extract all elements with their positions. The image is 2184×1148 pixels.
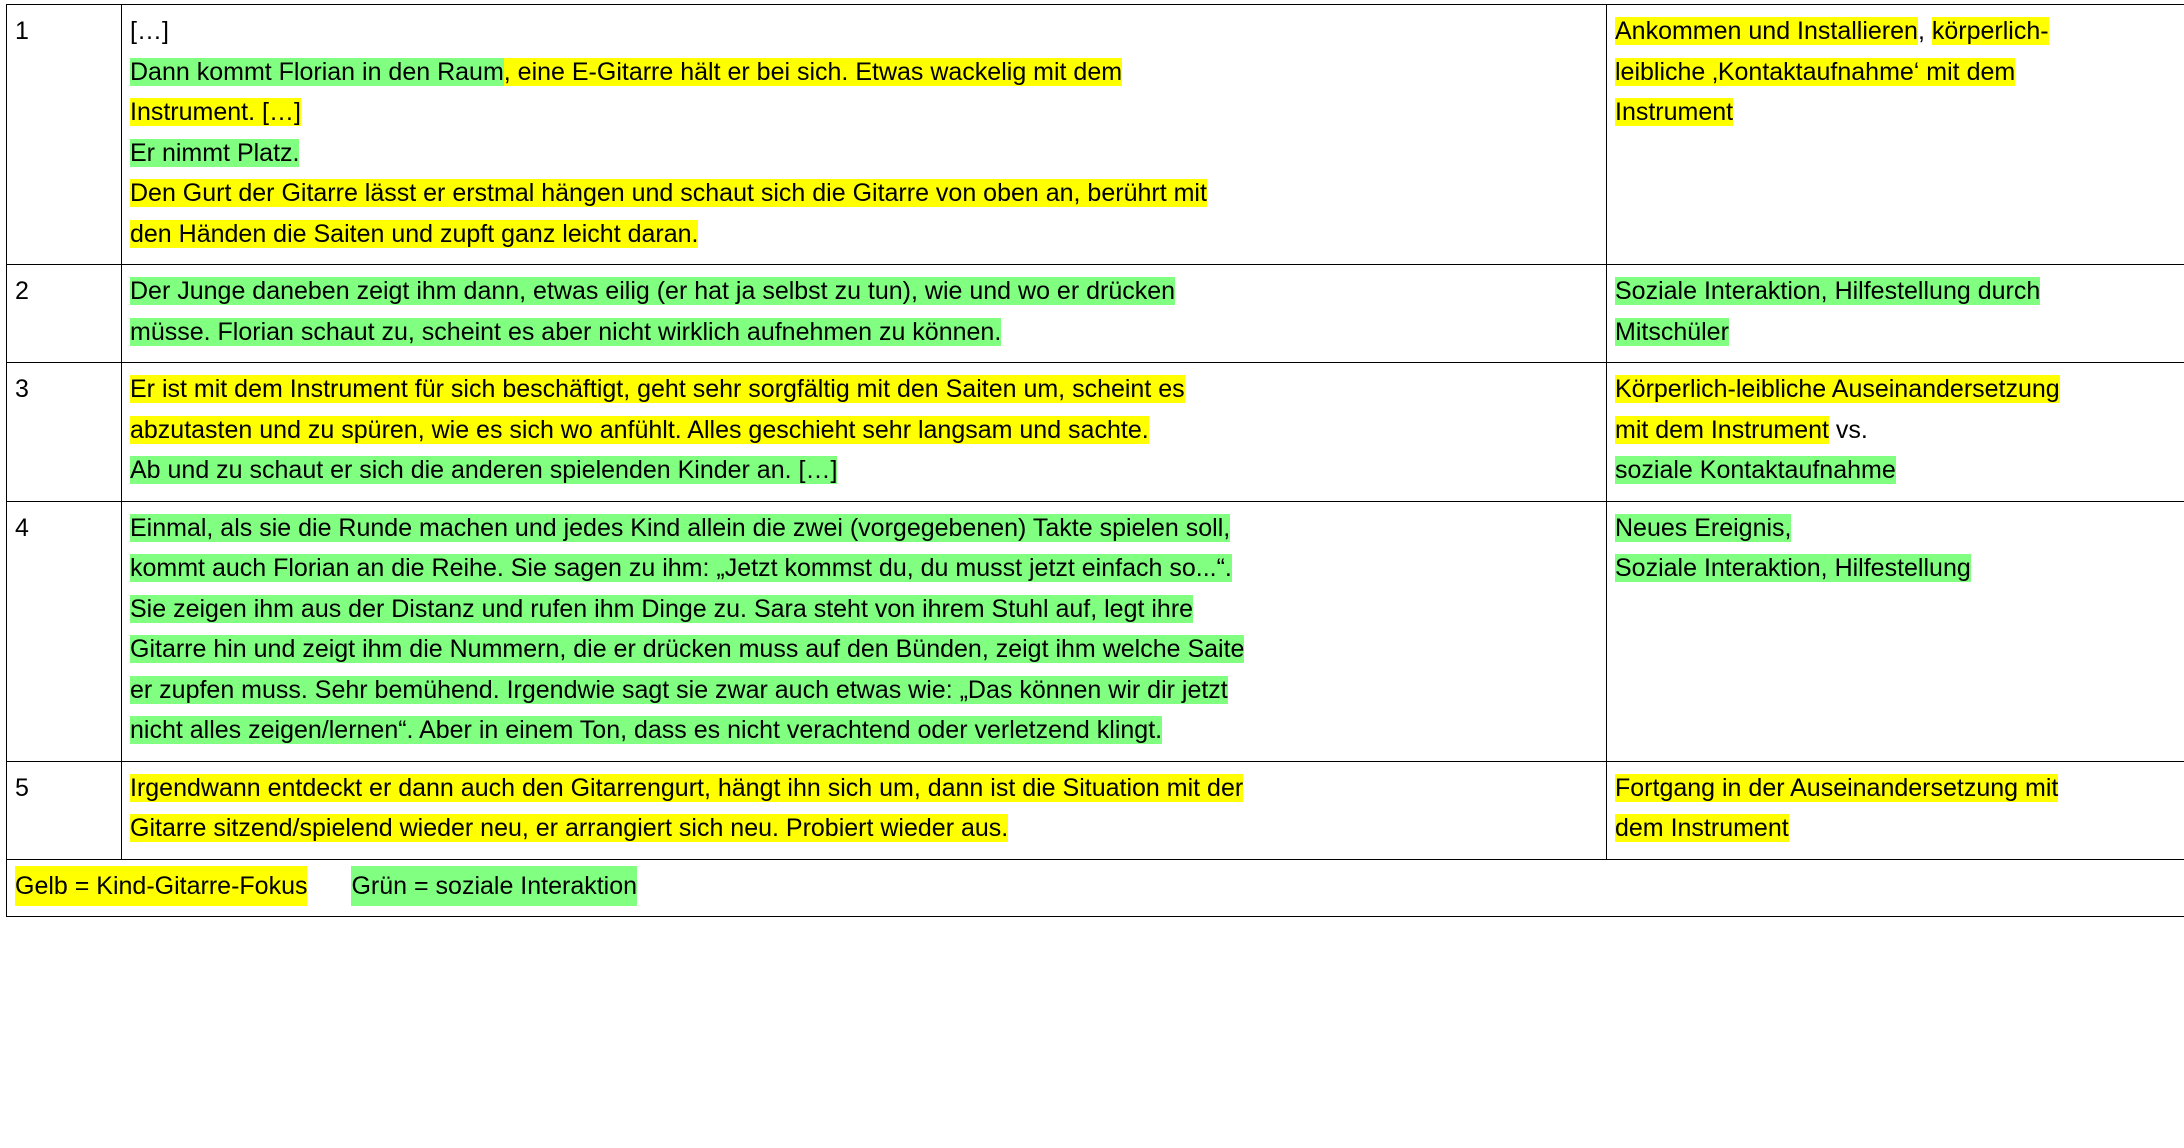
- highlighted-text-segment: Mitschüler: [1615, 317, 1729, 346]
- legend-items: [15, 866, 2184, 907]
- text-line: [1615, 808, 2184, 849]
- observation-text-cell: [122, 265, 1607, 363]
- text-line: [130, 710, 1598, 751]
- highlighted-text-segment: Körperlich-leibliche Auseinandersetzung: [1615, 375, 2060, 403]
- highlighted-text-segment: leibliche ‚Kontaktaufnahme‘ mit dem: [1615, 57, 2016, 86]
- text-line: [130, 670, 1598, 711]
- observation-text-cell: [122, 501, 1607, 761]
- highlighted-text-segment: Soziale Interaktion, Hilfestellung durch: [1615, 277, 2041, 305]
- text-line: [1615, 450, 2184, 491]
- highlighted-text-segment: Den Gurt der Gitarre lässt er erstmal hängen und schaut sich die Gitarre von oben an, berührt mit: [130, 179, 1207, 207]
- highlighted-text-segment: Instrument: [1615, 98, 1734, 126]
- text-line: [130, 214, 1598, 255]
- row-number: 1: [15, 17, 29, 45]
- legend-item: Gelb = Kind-Gitarre-Fokus: [15, 866, 307, 907]
- highlighted-text-segment: Fortgang in der Auseinandersetzung mit: [1615, 773, 2059, 802]
- text-line: [1615, 92, 2184, 133]
- row-number-cell: [7, 265, 122, 363]
- text-segment: ,: [1917, 17, 1932, 45]
- row-number-cell: [7, 761, 122, 859]
- legend-cell: [7, 859, 2184, 917]
- highlighted-text-segment: Ab und zu schaut er sich die anderen spielenden Kinder an. […]: [130, 456, 838, 484]
- highlighted-text-segment: Dann kommt Florian in den Raum: [130, 57, 504, 86]
- text-line: [1615, 52, 2184, 93]
- highlighted-text-segment: nicht alles zeigen/lernen“. Aber in einem Ton, dass es nicht verachtend oder verletzend klingt.: [130, 716, 1163, 744]
- row-number-cell: [7, 501, 122, 761]
- highlighted-text-segment: dem Instrument: [1615, 814, 1789, 842]
- highlighted-text-segment: Irgendwann entdeckt er dann auch den Gitarrengurt, hängt ihn sich um, dann ist die Situation mit der: [130, 773, 1244, 802]
- text-line: [1615, 271, 2184, 312]
- table-row: [7, 501, 2184, 761]
- text-line: [130, 548, 1598, 589]
- highlighted-text-segment: Der Junge daneben zeigt ihm dann, etwas eilig (er hat ja selbst zu tun), wie und wo er drücken: [130, 277, 1176, 305]
- text-line: [130, 92, 1598, 133]
- row-number: 2: [15, 277, 29, 305]
- highlighted-text-segment: Ankommen und Installieren: [1615, 17, 1918, 45]
- row-number-cell: [7, 363, 122, 502]
- table-row: [7, 5, 2184, 265]
- highlighted-text-segment: Einmal, als sie die Runde machen und jedes Kind allein die zwei (vorgegebenen) Takte spielen soll,: [130, 513, 1231, 542]
- highlighted-text-segment: Gitarre sitzend/spielend wieder neu, er arrangiert sich neu. Probiert wieder aus.: [130, 814, 1009, 842]
- table-row: [7, 265, 2184, 363]
- highlighted-text-segment: kommt auch Florian an die Reihe. Sie sagen zu ihm: „Jetzt kommst du, du musst jetzt einfach so...“.: [130, 554, 1232, 582]
- highlighted-text-segment: er zupfen muss. Sehr bemühend. Irgendwie sagt sie zwar auch etwas wie: „Das können wir dir jetzt: [130, 675, 1228, 704]
- highlighted-text-segment: körperlich-: [1931, 17, 2049, 45]
- text-line: [130, 369, 1598, 410]
- text-line: [1615, 312, 2184, 353]
- coding-table: [6, 4, 2184, 917]
- text-line: [130, 768, 1598, 809]
- text-line: [1615, 508, 2184, 549]
- highlighted-text-segment: soziale Kontaktaufnahme: [1615, 456, 1896, 484]
- text-line: [130, 11, 1598, 52]
- text-line: [130, 589, 1598, 630]
- text-line: [130, 312, 1598, 353]
- text-line: [1615, 548, 2184, 589]
- text-line: [130, 410, 1598, 451]
- code-category-cell: [1607, 5, 2184, 265]
- text-line: [130, 450, 1598, 491]
- text-line: [1615, 410, 2184, 451]
- row-number: 3: [15, 375, 29, 403]
- highlighted-text-segment: den Händen die Saiten und zupft ganz leicht daran.: [130, 219, 699, 248]
- highlighted-text-segment: , eine E-Gitarre hält er bei sich. Etwas wackelig mit dem: [503, 57, 1123, 86]
- highlighted-text-segment: Er ist mit dem Instrument für sich beschäftigt, geht sehr sorgfältig mit den Saiten um, scheint es: [130, 375, 1185, 403]
- text-line: [130, 508, 1598, 549]
- highlighted-text-segment: mit dem Instrument: [1615, 415, 1829, 444]
- highlighted-text-segment: Gitarre hin und zeigt ihm die Nummern, die er drücken muss auf den Bünden, zeigt ihm welche Saite: [130, 635, 1245, 663]
- text-segment: vs.: [1828, 415, 1868, 444]
- text-line: [1615, 768, 2184, 809]
- code-category-cell: [1607, 265, 2184, 363]
- code-category-cell: [1607, 761, 2184, 859]
- highlighted-text-segment: Sie zeigen ihm aus der Distanz und rufen ihm Dinge zu. Sara steht von ihrem Stuhl auf, legt ihre: [130, 594, 1194, 623]
- text-line: [130, 52, 1598, 93]
- highlighted-text-segment: Neues Ereignis,: [1615, 513, 1792, 542]
- legend-row: [7, 859, 2184, 917]
- highlighted-text-segment: Soziale Interaktion, Hilfestellung: [1615, 554, 1971, 582]
- code-category-cell: [1607, 501, 2184, 761]
- observation-text-cell: [122, 363, 1607, 502]
- text-line: [130, 629, 1598, 670]
- table-row: [7, 761, 2184, 859]
- text-segment: […]: [130, 17, 169, 45]
- text-line: [130, 173, 1598, 214]
- text-line: [1615, 369, 2184, 410]
- highlighted-text-segment: müsse. Florian schaut zu, scheint es aber nicht wirklich aufnehmen zu können.: [130, 317, 1002, 346]
- highlighted-text-segment: Instrument. […]: [130, 98, 301, 126]
- legend-item: Grün = soziale Interaktion: [351, 866, 637, 907]
- highlighted-text-segment: Er nimmt Platz.: [130, 138, 300, 167]
- row-number-cell: [7, 5, 122, 265]
- observation-text-cell: [122, 761, 1607, 859]
- highlighted-text-segment: abzutasten und zu spüren, wie es sich wo anfühlt. Alles geschieht sehr langsam und sachte.: [130, 415, 1149, 444]
- row-number: 5: [15, 773, 29, 802]
- row-number: 4: [15, 513, 29, 542]
- text-line: [130, 808, 1598, 849]
- code-category-cell: [1607, 363, 2184, 502]
- table-row: [7, 363, 2184, 502]
- table-body: [7, 5, 2184, 917]
- observation-text-cell: [122, 5, 1607, 265]
- text-line: [130, 271, 1598, 312]
- text-line: [130, 133, 1598, 174]
- text-line: [1615, 11, 2184, 52]
